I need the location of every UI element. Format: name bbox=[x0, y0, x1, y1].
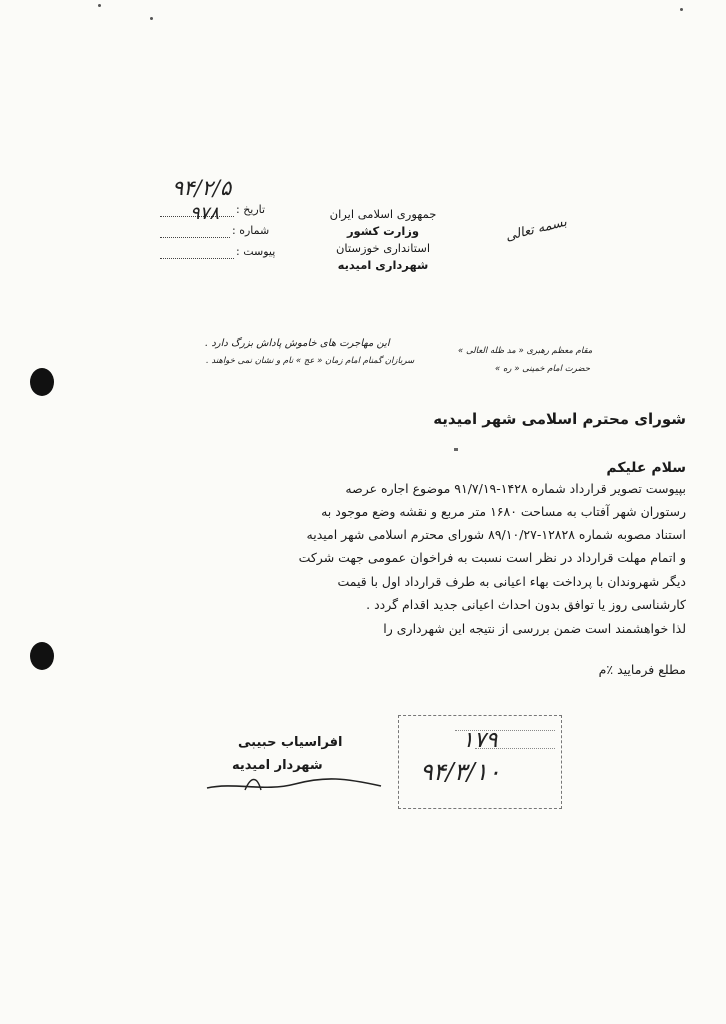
meta-number-label: شماره : bbox=[232, 224, 270, 237]
letterhead bbox=[318, 206, 448, 274]
quote-right-sub: حضرت امام خمینی « ره » bbox=[495, 364, 591, 374]
body-line-7: لذا خواهشمند است ضمن بررسی از نتیجه این شهرداری را bbox=[383, 621, 686, 636]
scan-speck bbox=[98, 4, 101, 7]
greeting: سلام علیکم bbox=[606, 460, 686, 476]
recipient-title: شورای محترم اسلامی شهر امیدیه bbox=[433, 410, 686, 428]
small-mark bbox=[454, 448, 458, 451]
meta-date-value: ۹۴/۲/۵ bbox=[172, 176, 232, 200]
quote-right-main: مقام معظم رهبری « مد ظله العالی » bbox=[458, 346, 593, 356]
signature-scribble bbox=[205, 768, 385, 796]
body-line-2: رستوران شهر آفتاب به مساحت ۱۶۸۰ متر مربع و نقشه وضع موجود به bbox=[321, 504, 686, 519]
signer-name: افراسیاب حبیبی bbox=[238, 735, 343, 750]
letterhead-municipality: شهرداری امیدیه bbox=[337, 258, 429, 272]
stamp-date: ۹۴/۳/۱۰ bbox=[420, 758, 501, 786]
meta-number-line bbox=[160, 237, 230, 238]
basmala: بسمه تعالی bbox=[504, 214, 569, 245]
meta-number-value: ۹۷۸ bbox=[190, 203, 220, 224]
body-line-6: کارشناسی روز یا توافق بدون احداث اعیانی جدید اقدام گردد . bbox=[366, 597, 686, 612]
quote-left-sub: سربازان گمنام امام زمان « عج » نام و نشان نمی خواهند . bbox=[206, 356, 415, 366]
meta-attachment-line bbox=[160, 258, 234, 259]
stamp-number: ۱۷۹ bbox=[462, 728, 498, 753]
scan-speck bbox=[680, 8, 683, 11]
punch-hole-bottom bbox=[30, 642, 54, 670]
letterhead-ministry: وزارت کشور bbox=[346, 224, 420, 238]
meta-attachment-label: پیوست : bbox=[236, 245, 276, 258]
body-line-1: بپیوست تصویر قرارداد شماره ۱۴۲۸-۹۱/۷/۱۹ موضوع اجاره عرصه bbox=[345, 481, 686, 496]
scan-speck bbox=[150, 17, 153, 20]
body-line-3: استناد مصوبه شماره ۱۲۸۲۸-۸۹/۱۰/۲۷ شورای محترم اسلامی شهر امیدیه bbox=[306, 527, 686, 542]
body-line-5: دیگر شهروندان با پرداخت بهاء اعیانی به طرف قرارداد اول با قیمت bbox=[337, 574, 686, 589]
letterhead-country: جمهوری اسلامی ایران bbox=[329, 207, 437, 221]
signer-title: شهردار امیدیه bbox=[232, 758, 323, 773]
body-line-8: مطلع فرمایید ٪م bbox=[598, 662, 686, 677]
meta-date-label: تاریخ : bbox=[236, 203, 266, 216]
body-line-4: و اتمام مهلت قرارداد در نظر است نسبت به فراخوان عمومی جهت شرکت bbox=[298, 550, 686, 565]
letterhead-province: استانداری خوزستان bbox=[335, 241, 431, 255]
quote-left-main: این مهاجرت های خاموش پاداش بزرگ دارد . bbox=[205, 338, 390, 349]
punch-hole-top bbox=[30, 368, 54, 396]
